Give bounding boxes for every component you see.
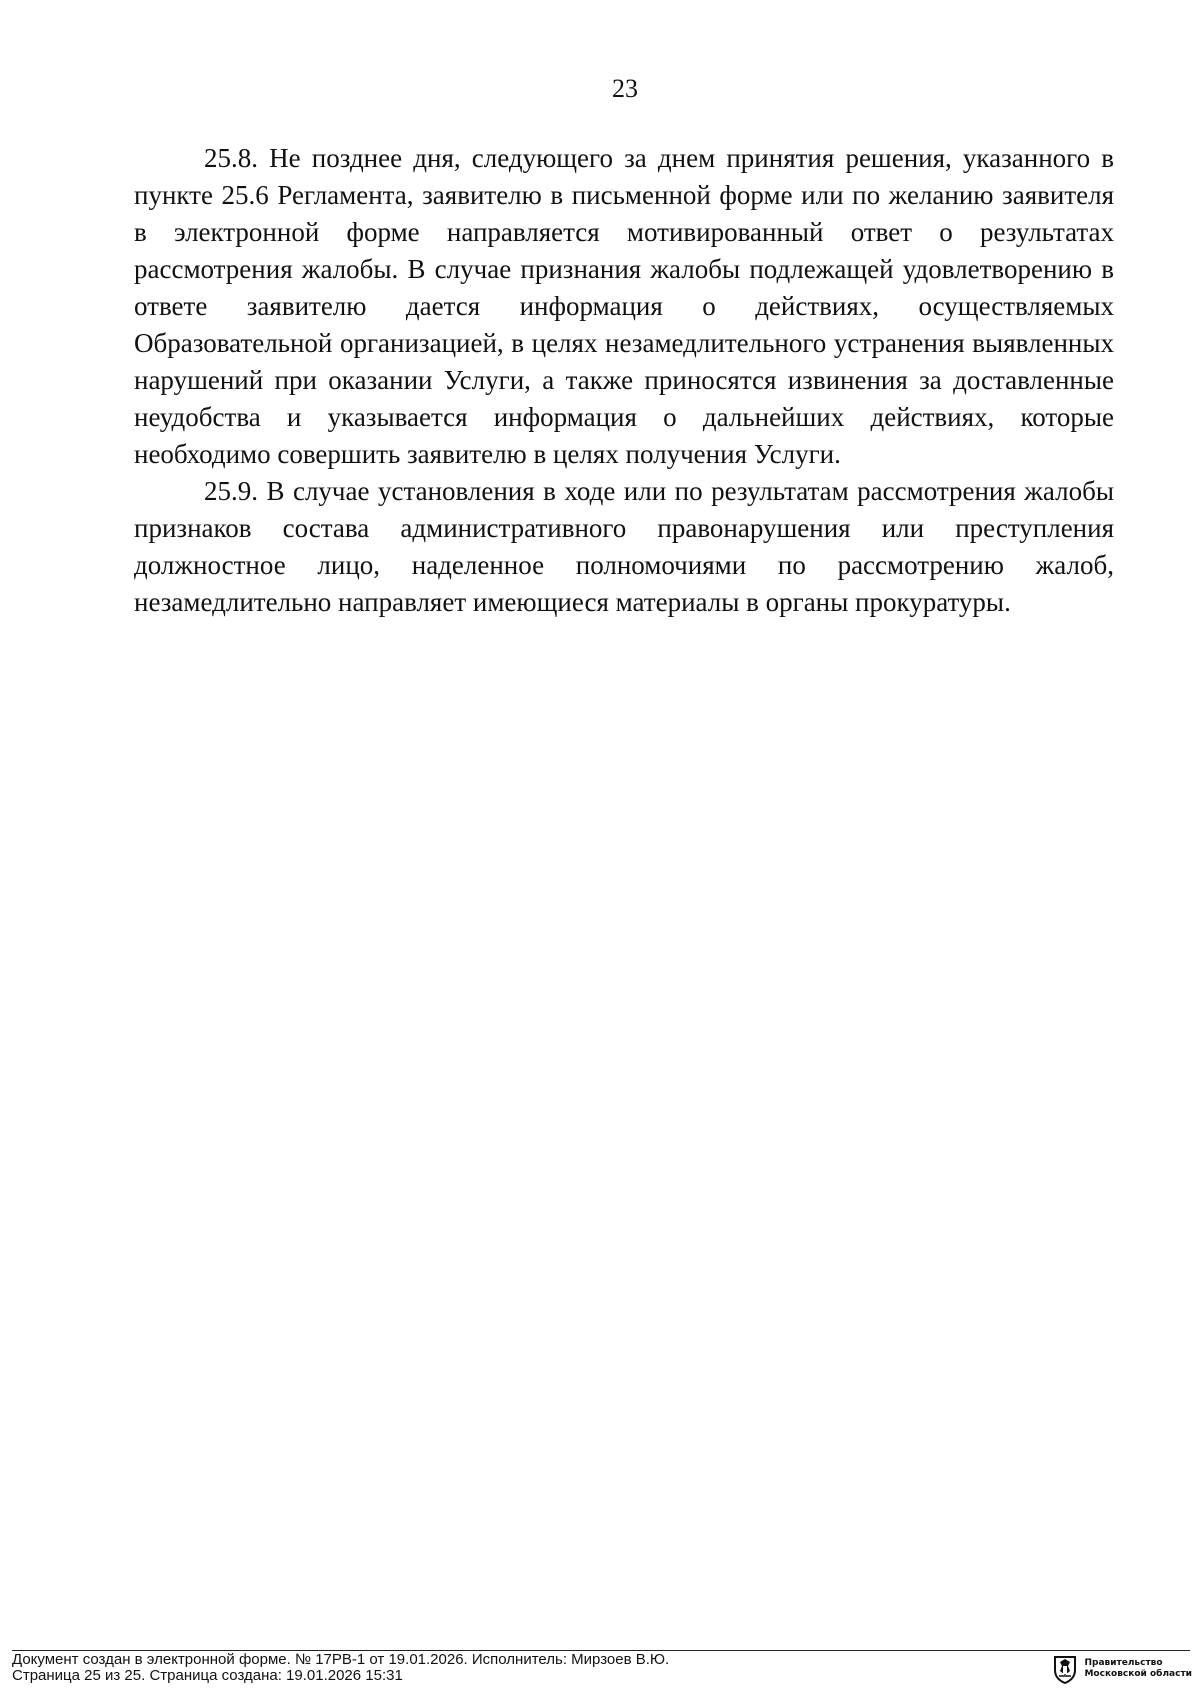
- footer-info: [12, 1652, 669, 1684]
- paragraph-25-8: 25.8. Не позднее дня, следующего за днем принятия решения, указанного в пункте 25.6 Регламента, заявителю в письменной форме или по желанию заявителя в электронной форме направляется мотивированный ответ о результатах рассмотрения жалобы. В случае признания жалобы подлежащей удовлетворению в ответе заявителю дается информация о действиях, осуществляемых Образовательной организацией, в целях незамедлительного устранения выявленных нарушений при оказании Услуги, а также приносятся извинения за доставленные неудобства и указывается информация о дальнейших действиях, которые необходимо совершить заявителю в целях получения Услуги.: [134, 143, 1114, 469]
- logo-text: [1084, 1658, 1192, 1680]
- paragraph-25-9: 25.9. В случае установления в ходе или по результатам рассмотрения жалобы признаков состава административного правонарушения или преступления должностное лицо, наделенное полномочиями по рассмотрению жалоб, незамедлительно направляет имеющиеся материалы в органы прокуратуры.: [134, 476, 1114, 617]
- logo-text-line2: Московской области: [1084, 1669, 1192, 1679]
- footer-page-info: Страница 25 из 25. Страница создана: 19.01.2026 15:31: [12, 1667, 403, 1684]
- page-number: 23: [612, 74, 638, 103]
- footer-document-info: Документ создан в электронной форме. № 17РВ-1 от 19.01.2026. Исполнитель: Мирзоев В.Ю.: [12, 1651, 670, 1668]
- document-body: [134, 140, 1114, 621]
- document-footer: [12, 1650, 1192, 1690]
- moscow-oblast-emblem-icon: [1052, 1654, 1078, 1684]
- logo-text-line1: Правительство: [1084, 1658, 1163, 1668]
- government-logo: [1052, 1654, 1192, 1684]
